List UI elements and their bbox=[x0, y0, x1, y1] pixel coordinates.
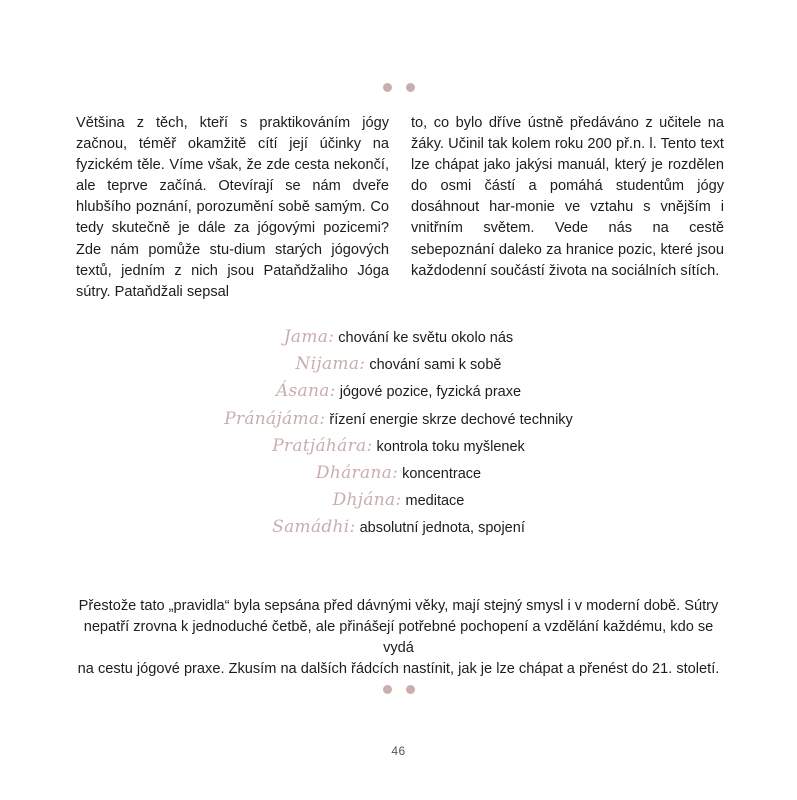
closing-line: nepatří zrovna k jednoduché četbě, ale přinášejí potřebné pochopení a vzdělání každému, kdo se vydá bbox=[83, 619, 714, 656]
eight-limbs-list bbox=[0, 327, 797, 545]
limb-item bbox=[0, 463, 797, 490]
limb-term: Pratjáhára: bbox=[272, 435, 373, 456]
ornament-dot bbox=[406, 685, 415, 694]
page-number: 46 bbox=[391, 744, 406, 758]
limb-term: Jama: bbox=[283, 327, 335, 347]
bottom-ornament bbox=[0, 685, 797, 694]
limb-description: absolutní jednota, spojení bbox=[359, 520, 525, 537]
top-ornament bbox=[0, 83, 797, 92]
limb-term: Samádhi: bbox=[272, 517, 356, 538]
limb-description: chování sami k sobě bbox=[369, 357, 502, 374]
closing-line: Přestože tato „pravidla“ byla sepsána před dávnými věky, mají stejný smysl i v moderní době. Sútry bbox=[78, 598, 719, 614]
limb-term: Nijama: bbox=[295, 354, 366, 375]
limb-item bbox=[0, 354, 797, 381]
limb-item bbox=[0, 381, 797, 408]
limb-description: řízení energie skrze dechové techniky bbox=[329, 411, 573, 428]
limb-item bbox=[0, 490, 797, 517]
limb-description: chování ke světu okolo nás bbox=[338, 330, 514, 346]
intro-right-column bbox=[411, 113, 724, 303]
ornament-dot bbox=[406, 83, 415, 92]
intro-right-text: to, co bylo dříve ústně předáváno z učitele na žáky. Učinil tak kolem roku 200 př.n. l. Tento text lze chápat jako jakýsi manuál, který je rozdělen do osmi částí a pomáhá studentům jógy dosáhnout har-monie ve vztahu s vnějším i vnitřním světem. Vede nás na cestě sebepoznání daleko za hranice pozic, které jsou každodenní součástí života na sociálních sítích. bbox=[411, 115, 724, 279]
ornament-dot bbox=[383, 83, 392, 92]
intro-columns bbox=[76, 113, 724, 303]
limb-item bbox=[0, 409, 797, 436]
intro-left-column bbox=[76, 113, 389, 303]
limb-item bbox=[0, 517, 797, 544]
limb-description: kontrola toku myšlenek bbox=[376, 438, 525, 455]
limb-description: jógové pozice, fyzická praxe bbox=[339, 384, 522, 401]
limb-term: Dhjána: bbox=[332, 490, 402, 511]
limb-description: meditace bbox=[405, 493, 465, 510]
limb-term: Dhárana: bbox=[315, 462, 399, 483]
intro-left-text: Většina z těch, kteří s praktikováním jógy začnou, téměř okamžitě cítí její účinky na fyzickém těle. Víme však, že zde cesta nekončí, ale teprve začíná. Otevírají se nám dveře hlubšího poznání, porozumění sobě samým. Co tedy skutečně je dále za jógovými pozicemi? Zde nám pomůže stu-dium starých jógových textů, jedním z nich jsou Pataňdžaliho Jóga sútry. Pataňdžali sepsal bbox=[76, 115, 389, 300]
limb-item bbox=[0, 436, 797, 463]
closing-line: na cestu jógové praxe. Zkusím na dalších řádcích nastínit, jak je lze chápat a přenést do 21. století. bbox=[77, 661, 720, 677]
ornament-dot bbox=[383, 685, 392, 694]
limb-description: koncentrace bbox=[402, 465, 482, 482]
limb-item bbox=[0, 327, 797, 354]
limb-term: Ásana: bbox=[275, 381, 336, 402]
closing-paragraph bbox=[76, 596, 721, 680]
limb-term: Pránájáma: bbox=[224, 408, 326, 429]
